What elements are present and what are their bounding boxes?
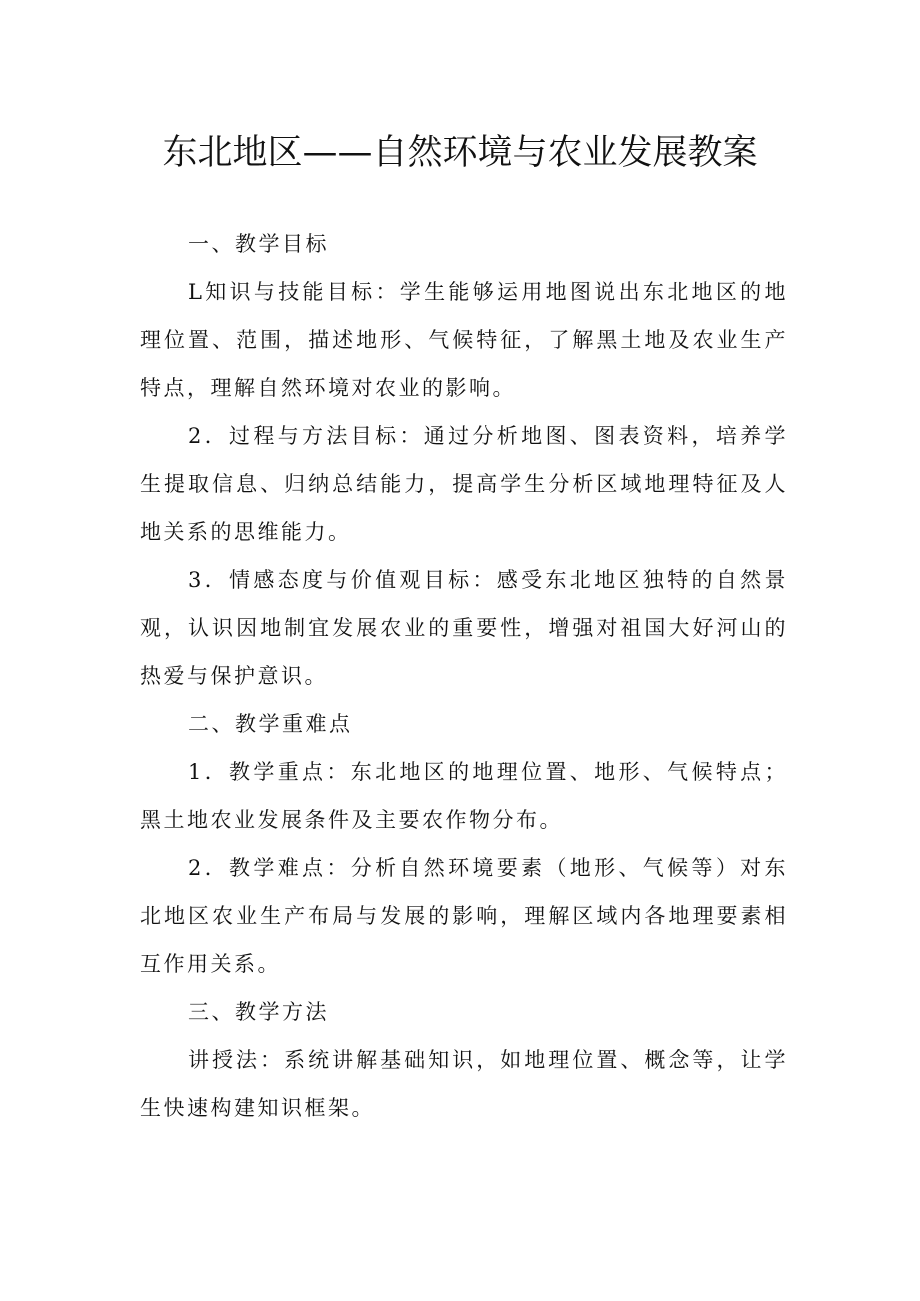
- section-heading-objectives: 一、教学目标: [188, 232, 329, 256]
- section-heading-key-points: 二、教学重难点: [188, 712, 353, 736]
- paragraph-process-objective: 2．过程与方法目标：通过分析地图、图表资料，培养学生提取信息、归纳总结能力，提高学生分析区域地理特征及人地关系的思维能力。: [140, 424, 788, 544]
- document-title: 东北地区——自然环境与农业发展教案: [162, 133, 758, 173]
- paragraph-lecture-method: 讲授法：系统讲解基础知识，如地理位置、概念等，让学生快速构建知识框架。: [140, 1048, 788, 1120]
- section-heading-methods: 三、教学方法: [188, 1000, 329, 1024]
- paragraph-knowledge-objective: L知识与技能目标：学生能够运用地图说出东北地区的地理位置、范围，描述地形、气候特征，了解黑土地及农业生产特点，理解自然环境对农业的影响。: [140, 280, 788, 400]
- paragraph-key-point: 1．教学重点：东北地区的地理位置、地形、气候特点；黑土地农业发展条件及主要农作物分布。: [140, 760, 788, 832]
- paragraph-emotion-objective: 3．情感态度与价值观目标：感受东北地区独特的自然景观，认识因地制宜发展农业的重要性，增强对祖国大好河山的热爱与保护意识。: [140, 568, 788, 688]
- paragraph-difficult-point: 2．教学难点：分析自然环境要素（地形、气候等）对东北地区农业生产布局与发展的影响，理解区域内各地理要素相互作用关系。: [140, 856, 788, 976]
- document-body: [140, 220, 788, 1132]
